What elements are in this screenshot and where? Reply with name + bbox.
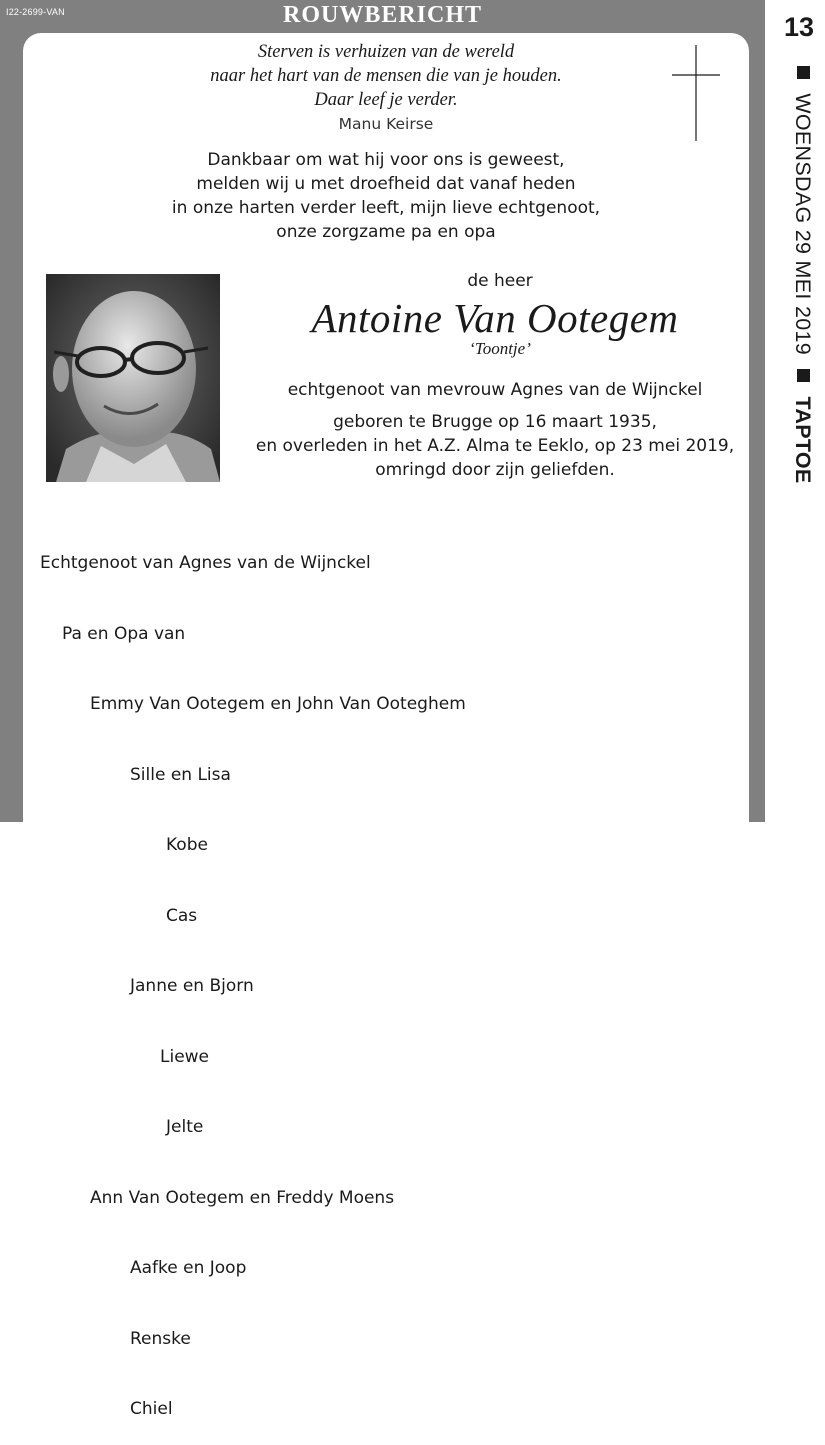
death-line: en overleden in het A.Z. Alma te Eeklo, op 23 mei 2019, bbox=[255, 436, 735, 456]
great-grandchild-entry: Liewe bbox=[160, 1046, 210, 1067]
child-entry: Emmy Van Ootegem en John Van Ooteghem bbox=[90, 694, 466, 714]
cross-icon bbox=[670, 45, 722, 141]
square-bullet-icon bbox=[797, 66, 810, 79]
square-bullet-icon bbox=[797, 369, 810, 382]
grandchild-entry: Renske bbox=[130, 1328, 191, 1349]
deceased-name: Antoine Van Ootegem bbox=[311, 295, 679, 341]
surrounded-line: omringd door zijn geliefden. bbox=[375, 460, 615, 480]
announcement-line: Dankbaar om wat hij voor ons is geweest, bbox=[207, 150, 565, 170]
quote-line: Sterven is verhuizen van de wereld bbox=[257, 42, 515, 62]
grandchild-entry: Janne en Bjorn bbox=[130, 976, 254, 996]
page-number: 13 bbox=[783, 12, 815, 42]
great-grandchild-entry: Jelte bbox=[166, 1117, 204, 1137]
great-grandchild-entry: Kobe bbox=[166, 835, 208, 855]
grandchild-entry: Sille en Lisa bbox=[130, 764, 231, 785]
publication-name: TAPTOE bbox=[791, 396, 815, 484]
family-spouse: Echtgenoot van Agnes van de Wijnckel bbox=[40, 553, 371, 573]
portrait-photo bbox=[46, 274, 220, 482]
great-grandchild-entry: Cas bbox=[166, 905, 198, 926]
quote-author: Manu Keirse bbox=[338, 115, 434, 133]
family-heading: Pa en Opa van bbox=[62, 623, 186, 644]
announcement-line: melden wij u met droefheid dat vanaf heden bbox=[196, 174, 576, 194]
announcement-line: onze zorgzame pa en opa bbox=[276, 222, 496, 242]
spouse-line: echtgenoot van mevrouw Agnes van de Wijnckel bbox=[287, 380, 703, 400]
quote-block bbox=[23, 40, 749, 136]
section-title: ROUWBERICHT bbox=[282, 2, 483, 28]
honorific: de heer bbox=[467, 271, 533, 291]
reference-code: I22-2699-VAN bbox=[6, 7, 65, 17]
quote-line: naar het hart van de mensen die van je houden. bbox=[210, 66, 562, 86]
deceased-nickname: ‘Toontje’ bbox=[469, 339, 531, 358]
announcement-text bbox=[23, 148, 749, 244]
quote-line: Daar leef je verder. bbox=[314, 90, 458, 110]
child-entry: Ann Van Ootegem en Freddy Moens bbox=[90, 1187, 395, 1208]
birth-line: geboren te Brugge op 16 maart 1935, bbox=[333, 412, 657, 432]
grandchild-entry: Chiel bbox=[130, 1399, 173, 1419]
deceased-details bbox=[240, 378, 750, 482]
publication-date: WOENSDAG 29 MEI 2019 bbox=[791, 93, 815, 355]
announcement-line: in onze harten verder leeft, mijn lieve echtgenoot, bbox=[171, 198, 601, 218]
family-list bbox=[40, 505, 466, 1445]
sidebar-strip bbox=[785, 58, 815, 558]
grandchild-entry: Aafke en Joop bbox=[130, 1258, 247, 1278]
